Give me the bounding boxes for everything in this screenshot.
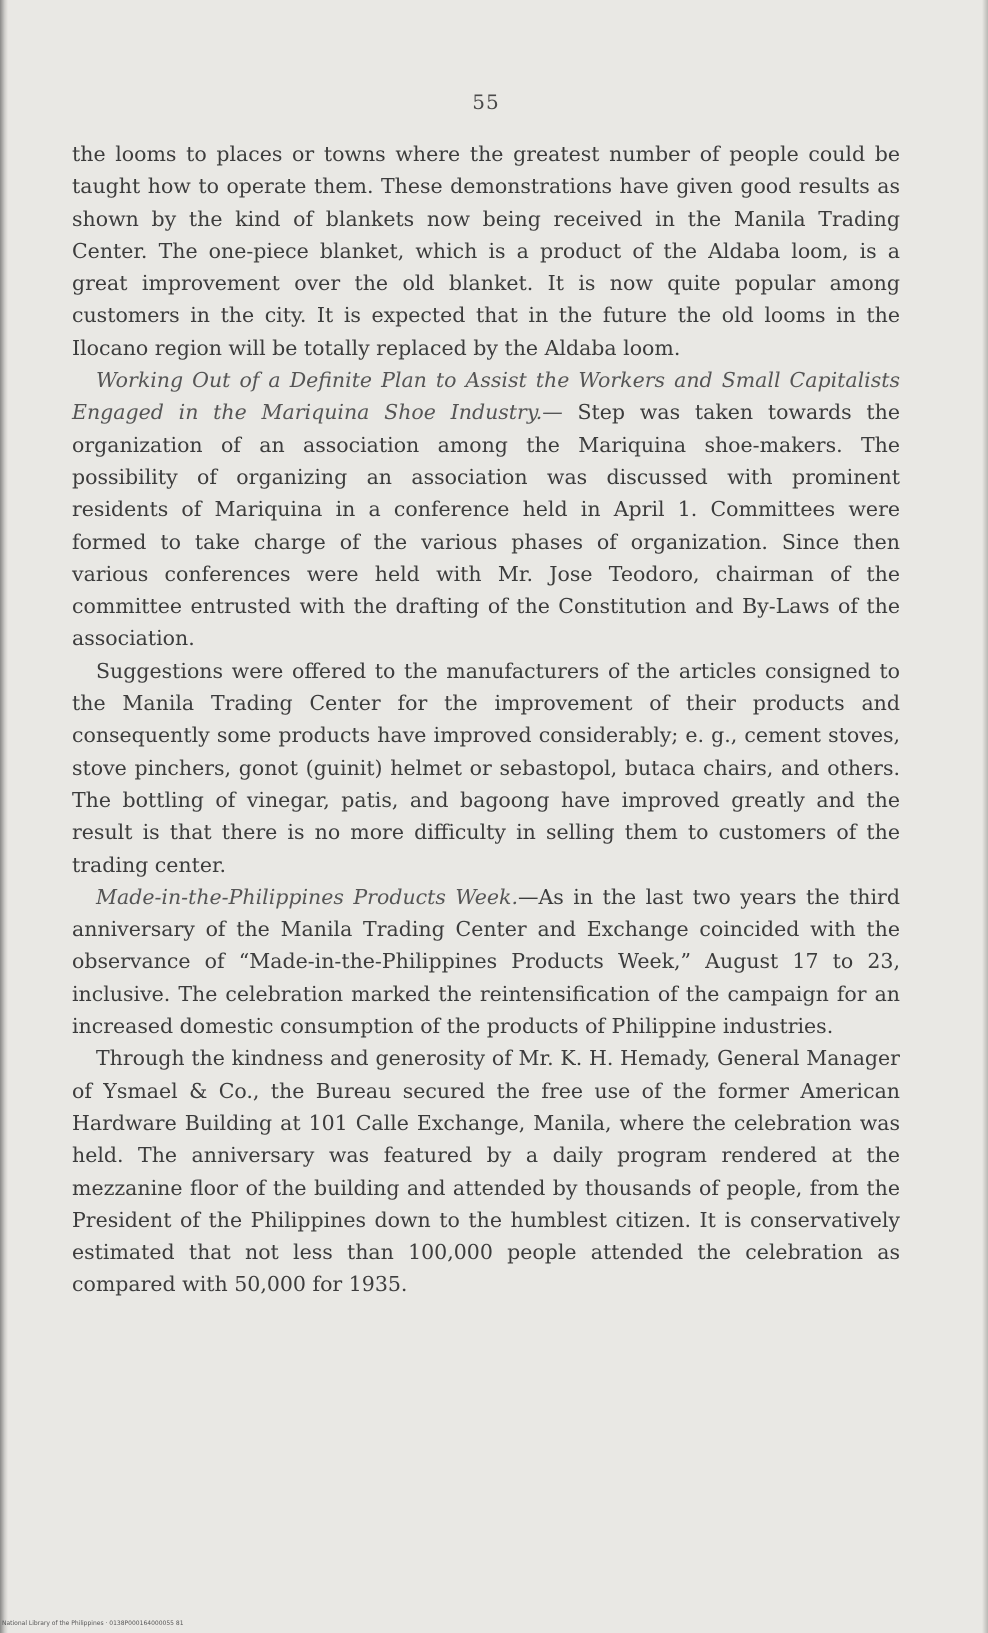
paragraph-products-week xyxy=(72,881,900,1042)
scan-footer-note: National Library of the Philippines · 0138P000164000055 81 xyxy=(2,1620,184,1627)
paragraph-suggestions xyxy=(72,655,900,881)
paragraph-text: Suggestions were offered to the manufacturers of the articles consigned to the Manila Trading Center for the improvement of their products and consequently some products have improved considerably; e. g., cement stoves, stove pinchers, gonot (guinit) helmet or sebastopol, butaca chairs, and others. The bottling of vinegar, patis, and bagoong have improved greatly and the result is that there is no more difficulty in selling them to customers of the trading center. xyxy=(72,658,900,877)
paragraph-mariquina xyxy=(72,364,900,655)
paragraph-text: Step was taken towards the organization of an association among the Mariquina shoe-makers. The possibility of organizing an association was discussed with prominent residents of Mariquina in a conference held in April 1. Committees were formed to take charge of the various phases of organization. Since then various conferences were held with Mr. Jose Teodoro, chairman of the committee entrusted with the drafting of the Constitution and By-Laws of the association. xyxy=(72,400,900,651)
paragraph-text: —As in the last two years the third anniversary of the Manila Trading Center and Exchange coincided with the observance of “Made-in-the-Philippines Products Week,” August 17 to 23, inclusive. The celebration marked the reintensification of the campaign for an increased domestic consumption of the products of Philippine industries. xyxy=(72,884,900,1039)
section-heading-mariquina: Working Out of a Definite Plan to Assist the Workers and Small Capitalists Engaged in the Mariquina Shoe Industry.— xyxy=(72,368,900,425)
scan-edge-left xyxy=(0,0,8,1633)
paragraph-looms xyxy=(72,138,900,364)
paragraph-celebration xyxy=(72,1042,900,1300)
section-heading-products-week: Made-in-the-Philippines Products Week. xyxy=(96,884,518,909)
paragraph-text: Through the kindness and generosity of Mr. K. H. Hemady, General Manager of Ysmael & Co., the Bureau secured the free use of the former American Hardware Building at 101 Calle Exchange, Manila, where the celebration was held. The anniversary was featured by a daily program rendered at the mezzanine floor of the building and attended by thousands of people, from the President of the Philippines down to the humblest citizen. It is conservatively estimated that not less than 100,000 people attended the celebration as compared with 50,000 for 1935. xyxy=(72,1046,900,1297)
document-page xyxy=(72,90,900,1301)
page-number: 55 xyxy=(472,90,500,114)
scan-edge-right xyxy=(982,0,988,1633)
paragraph-text: the looms to places or towns where the greatest number of people could be taught how to operate them. These demonstrations have given good results as shown by the kind of blankets now being received in the Manila Trading Center. The one-piece blanket, which is a product of the Aldaba loom, is a great improvement over the old blanket. It is now quite popular among customers in the city. It is expected that in the future the old looms in the Ilocano region will be totally replaced by the Aldaba loom. xyxy=(72,142,900,360)
